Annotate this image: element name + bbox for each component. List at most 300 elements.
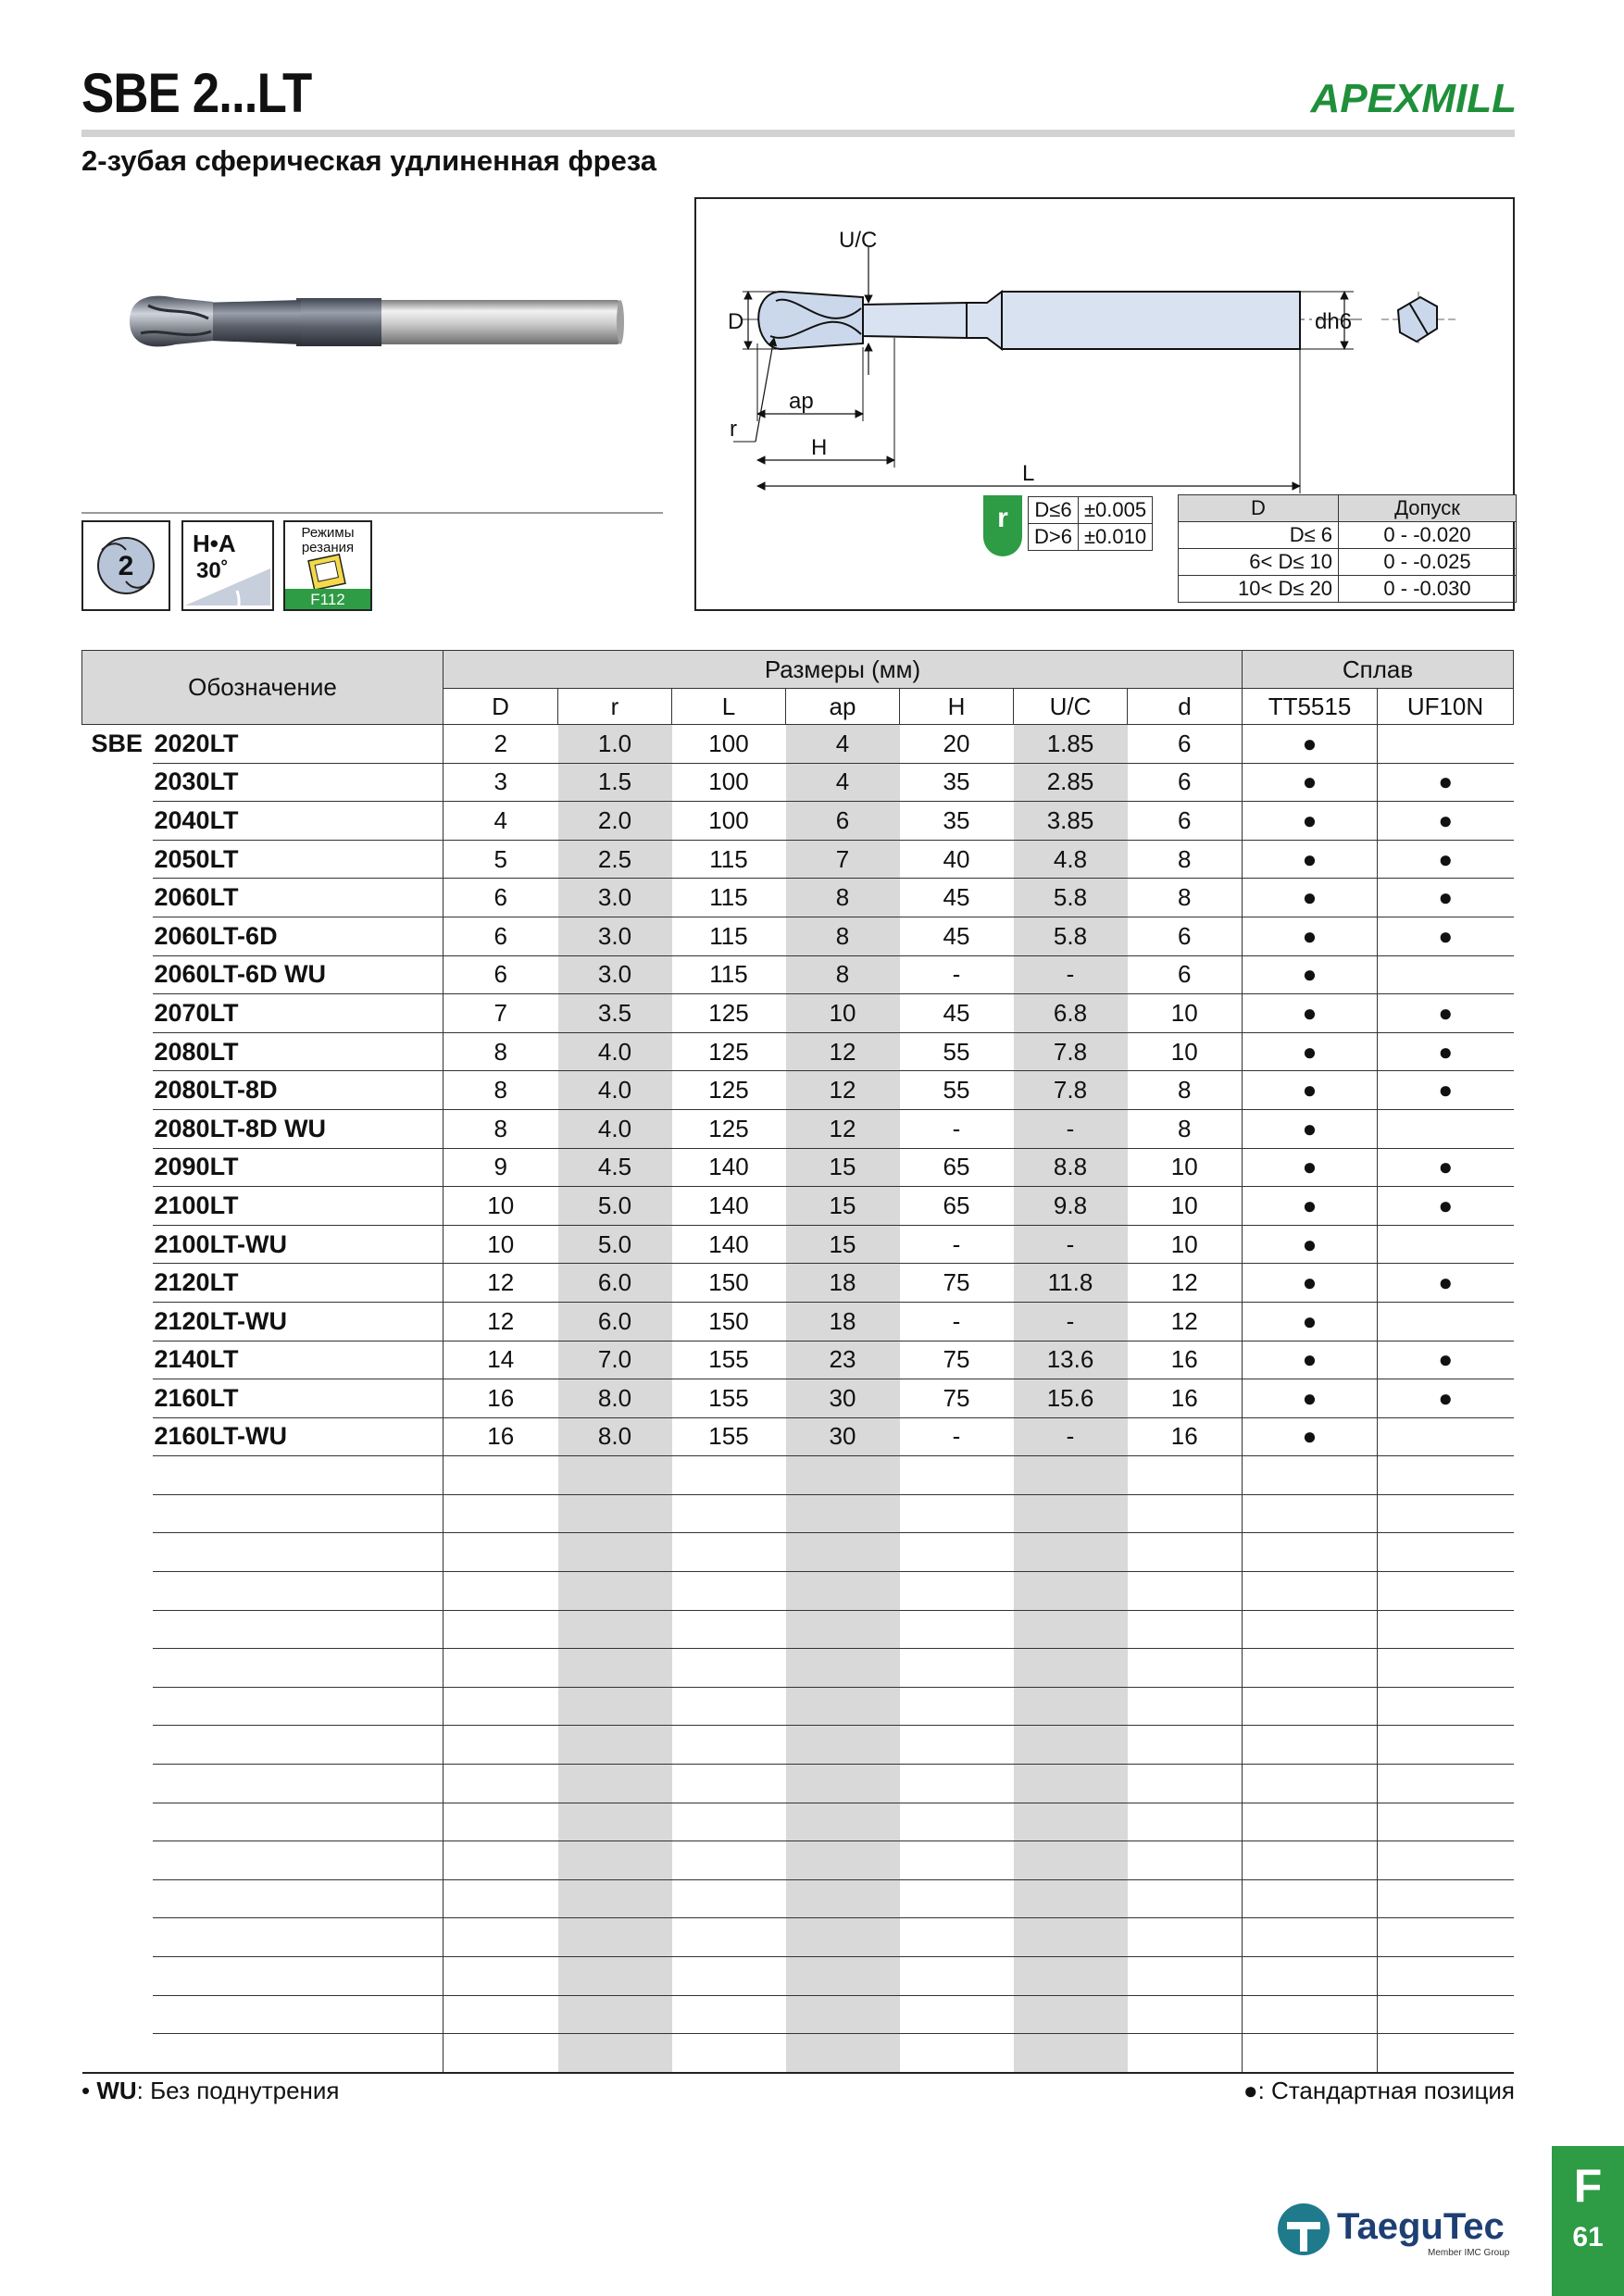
dim-r: 1.5: [558, 763, 672, 802]
alloy-header: Сплав: [1243, 651, 1514, 689]
dim-h: 75: [900, 1341, 1014, 1379]
dim-h: 55: [900, 1071, 1014, 1110]
designation-prefix: [82, 1225, 153, 1264]
empty-table-row: [82, 1687, 1514, 1726]
dim-r: 5.0: [558, 1187, 672, 1226]
empty-cell: [1014, 1879, 1128, 1918]
dim-uc: 9.8: [1014, 1187, 1128, 1226]
empty-cell: [1378, 1879, 1514, 1918]
dim-h: 65: [900, 1187, 1014, 1226]
alloy-tt5515: ●: [1243, 1417, 1378, 1456]
dim-ap: 4: [786, 763, 900, 802]
dim-ap: 12: [786, 1032, 900, 1071]
designation-code: 2160LT-WU: [153, 1417, 443, 1456]
empty-cell: [672, 1841, 786, 1880]
alloy-uf10n: ●: [1378, 994, 1514, 1033]
dim-r: 3.0: [558, 879, 672, 917]
designation-prefix: SBE: [91, 730, 144, 758]
empty-cell: [1128, 1765, 1243, 1803]
dim-d: 14: [443, 1341, 558, 1379]
empty-cell: [1243, 1879, 1378, 1918]
empty-cell: [672, 2034, 786, 2073]
empty-cell: [82, 1841, 153, 1880]
alloy-tt5515: ●: [1243, 1071, 1378, 1110]
dim-l: 140: [672, 1187, 786, 1226]
empty-cell: [1014, 1765, 1128, 1803]
dim-r: 3.0: [558, 955, 672, 994]
empty-cell: [82, 1533, 153, 1572]
label-ap: ap: [789, 389, 814, 414]
page-subtitle: 2-зубая сферическая удлиненная фреза: [81, 144, 657, 177]
dim-l: 125: [672, 1071, 786, 1110]
designation-code: 2080LT-8D WU: [153, 1109, 443, 1148]
dim-shank-d: 10: [1128, 1148, 1243, 1187]
dim-l: 140: [672, 1148, 786, 1187]
col-header-tt5515: TT5515: [1243, 689, 1378, 725]
diameter-tolerance-row: [1179, 576, 1517, 603]
empty-cell: [786, 1995, 900, 2034]
logo-text: TaeguTec: [1337, 2206, 1505, 2247]
empty-cell: [443, 1456, 558, 1495]
empty-cell: [900, 1995, 1014, 2034]
alloy-tt5515: ●: [1243, 840, 1378, 879]
dim-shank-d: 12: [1128, 1302, 1243, 1341]
empty-cell: [900, 1456, 1014, 1495]
dim-r: 4.0: [558, 1032, 672, 1071]
dim-h: 55: [900, 1032, 1014, 1071]
empty-cell: [1014, 1841, 1128, 1880]
designation-code: 2060LT: [153, 879, 443, 917]
empty-cell: [672, 1879, 786, 1918]
alloy-tt5515: ●: [1243, 1341, 1378, 1379]
empty-cell: [786, 1687, 900, 1726]
dim-shank-d: 8: [1128, 1071, 1243, 1110]
empty-cell: [558, 1918, 672, 1957]
dim-shank-d: 6: [1128, 725, 1243, 764]
empty-cell: [786, 1957, 900, 1996]
designation-prefix: [82, 917, 153, 955]
empty-cell: [1128, 1494, 1243, 1533]
dim-shank-d: 6: [1128, 802, 1243, 841]
designation-header: Обозначение: [82, 651, 443, 725]
designation-prefix: [82, 1302, 153, 1341]
dim-ap: 18: [786, 1264, 900, 1303]
radius-tolerance: ±0.005: [1078, 497, 1152, 524]
dim-h: -: [900, 955, 1014, 994]
empty-cell: [1014, 1918, 1128, 1957]
empty-cell: [1378, 1957, 1514, 1996]
taegutec-logo: [1276, 2196, 1517, 2261]
empty-cell: [82, 1879, 153, 1918]
table-body: [82, 725, 1514, 2073]
designation-prefix: [82, 840, 153, 879]
designation-prefix: [82, 1379, 153, 1418]
empty-cell: [153, 1918, 443, 1957]
dim-d: 10: [443, 1225, 558, 1264]
dim-uc: -: [1014, 1302, 1128, 1341]
end-view-icon: [1381, 292, 1455, 347]
empty-cell: [1378, 1995, 1514, 2034]
dim-shank-d: 16: [1128, 1379, 1243, 1418]
empty-cell: [558, 1765, 672, 1803]
radius-tolerance-row: [1029, 524, 1153, 551]
dim-h: 75: [900, 1379, 1014, 1418]
empty-cell: [1128, 1726, 1243, 1765]
alloy-uf10n: [1378, 1109, 1514, 1148]
col-header-shank-d: d: [1128, 689, 1243, 725]
alloy-uf10n: [1378, 1225, 1514, 1264]
dim-d: 8: [443, 1109, 558, 1148]
alloy-tt5515: ●: [1243, 802, 1378, 841]
dim-l: 140: [672, 1225, 786, 1264]
radius-condition: D≤6: [1029, 497, 1079, 524]
table-header-row: [82, 651, 1514, 689]
empty-cell: [672, 1726, 786, 1765]
dim-uc: 5.8: [1014, 917, 1128, 955]
col-header-uf10n: UF10N: [1378, 689, 1514, 725]
title-divider: [81, 130, 1515, 137]
empty-cell: [786, 1918, 900, 1957]
empty-cell: [82, 1918, 153, 1957]
designation-prefix: [82, 1341, 153, 1379]
dim-r: 4.0: [558, 1071, 672, 1110]
dim-d: 6: [443, 955, 558, 994]
empty-cell: [443, 1879, 558, 1918]
empty-cell: [1128, 1995, 1243, 2034]
empty-cell: [1014, 1533, 1128, 1572]
empty-cell: [558, 1687, 672, 1726]
empty-cell: [443, 1533, 558, 1572]
empty-cell: [82, 1572, 153, 1611]
empty-cell: [153, 1572, 443, 1611]
empty-cell: [443, 1610, 558, 1649]
dim-shank-d: 6: [1128, 763, 1243, 802]
dim-shank-d: 10: [1128, 1032, 1243, 1071]
radius-tolerance: ±0.010: [1078, 524, 1152, 551]
empty-cell: [1128, 1841, 1243, 1880]
empty-cell: [900, 1533, 1014, 1572]
dim-uc: 3.85: [1014, 802, 1128, 841]
empty-cell: [1128, 1533, 1243, 1572]
dim-uc: 1.85: [1014, 725, 1128, 764]
designation-code: 2160LT: [153, 1379, 443, 1418]
empty-cell: [672, 1456, 786, 1495]
alloy-uf10n: ●: [1378, 763, 1514, 802]
empty-cell: [1243, 1494, 1378, 1533]
dimensions-header: Размеры (мм): [443, 651, 1243, 689]
logo-sub: Member IMC Group: [1428, 2248, 1510, 2258]
dim-l: 155: [672, 1379, 786, 1418]
dim-ap: 12: [786, 1071, 900, 1110]
dim-r: 3.5: [558, 994, 672, 1033]
dim-uc: 7.8: [1014, 1071, 1128, 1110]
empty-cell: [1243, 1687, 1378, 1726]
empty-cell: [900, 1572, 1014, 1611]
dim-l: 115: [672, 917, 786, 955]
wu-key: WU: [96, 2077, 137, 2104]
dim-r: 8.0: [558, 1379, 672, 1418]
alloy-uf10n: ●: [1378, 1032, 1514, 1071]
radius-tolerance-table: [1028, 496, 1153, 551]
designation-prefix: [82, 1187, 153, 1226]
alloy-tt5515: ●: [1243, 1225, 1378, 1264]
dim-h: 45: [900, 917, 1014, 955]
dim-h: 35: [900, 802, 1014, 841]
cutting-ref: F112: [310, 591, 345, 608]
empty-cell: [786, 1533, 900, 1572]
empty-cell: [82, 1803, 153, 1841]
diameter-tolerance-table: [1178, 494, 1517, 603]
empty-cell: [443, 1957, 558, 1996]
dim-d: 9: [443, 1148, 558, 1187]
dim-h: -: [900, 1417, 1014, 1456]
alloy-tt5515: ●: [1243, 1264, 1378, 1303]
dim-ap: 15: [786, 1148, 900, 1187]
empty-cell: [82, 1649, 153, 1688]
empty-cell: [1128, 2034, 1243, 2073]
dim-ap: 7: [786, 840, 900, 879]
table-row: [82, 1341, 1514, 1379]
dim-ap: 6: [786, 802, 900, 841]
empty-cell: [900, 1649, 1014, 1688]
designation-prefix: [82, 1148, 153, 1187]
page-title: SBE 2...LT: [81, 62, 312, 124]
empty-table-row: [82, 1918, 1514, 1957]
empty-cell: [1014, 2034, 1128, 2073]
alloy-uf10n: [1378, 955, 1514, 994]
dim-shank-d: 6: [1128, 917, 1243, 955]
empty-cell: [672, 1494, 786, 1533]
table-row: [82, 1302, 1514, 1341]
empty-cell: [82, 1957, 153, 1996]
alloy-tt5515: ●: [1243, 1032, 1378, 1071]
empty-cell: [1014, 1687, 1128, 1726]
empty-cell: [672, 1687, 786, 1726]
dim-ap: 18: [786, 1302, 900, 1341]
empty-table-row: [82, 1726, 1514, 1765]
empty-cell: [153, 1533, 443, 1572]
flute-count-icon: [81, 520, 170, 611]
diameter-tolerance: 0 - -0.030: [1339, 576, 1517, 603]
col-header-r: r: [558, 689, 672, 725]
alloy-uf10n: ●: [1378, 1379, 1514, 1418]
dim-d: 7: [443, 994, 558, 1033]
empty-cell: [443, 1918, 558, 1957]
cutting-conditions-icon: [283, 520, 372, 611]
dim-r: 7.0: [558, 1341, 672, 1379]
empty-cell: [900, 2034, 1014, 2073]
dim-l: 155: [672, 1417, 786, 1456]
dim-l: 155: [672, 1341, 786, 1379]
dim-r: 2.0: [558, 802, 672, 841]
dim-r: 5.0: [558, 1225, 672, 1264]
empty-cell: [1243, 1572, 1378, 1611]
dim-d: 12: [443, 1264, 558, 1303]
helix-angle-icon: [181, 520, 274, 611]
table-row: [82, 994, 1514, 1033]
empty-cell: [153, 1610, 443, 1649]
dim-l: 115: [672, 955, 786, 994]
photo-divider: [81, 512, 663, 514]
empty-table-row: [82, 1649, 1514, 1688]
alloy-tt5515: ●: [1243, 1379, 1378, 1418]
empty-cell: [1014, 1649, 1128, 1688]
empty-cell: [443, 1765, 558, 1803]
empty-cell: [900, 1918, 1014, 1957]
dim-uc: -: [1014, 1417, 1128, 1456]
empty-cell: [1378, 1841, 1514, 1880]
dim-d: 6: [443, 879, 558, 917]
dim-l: 100: [672, 802, 786, 841]
empty-cell: [558, 1533, 672, 1572]
empty-cell: [1243, 1649, 1378, 1688]
empty-cell: [1378, 1687, 1514, 1726]
empty-table-row: [82, 1995, 1514, 2034]
empty-cell: [672, 1995, 786, 2034]
empty-cell: [1378, 1765, 1514, 1803]
alloy-uf10n: ●: [1378, 802, 1514, 841]
designation-code: 2040LT: [153, 802, 443, 841]
empty-cell: [1378, 1649, 1514, 1688]
col-header-d: D: [443, 689, 558, 725]
dim-h: 45: [900, 994, 1014, 1033]
designation-prefix: [82, 994, 153, 1033]
empty-cell: [1243, 2034, 1378, 2073]
empty-cell: [82, 1687, 153, 1726]
empty-cell: [153, 1765, 443, 1803]
table-row: [82, 802, 1514, 841]
dim-ap: 12: [786, 1109, 900, 1148]
dim-shank-d: 10: [1128, 1187, 1243, 1226]
empty-cell: [153, 1494, 443, 1533]
empty-cell: [443, 1995, 558, 2034]
empty-cell: [786, 1726, 900, 1765]
designation-code: 2140LT: [153, 1341, 443, 1379]
dim-r: 4.0: [558, 1109, 672, 1148]
dim-shank-d: 8: [1128, 1109, 1243, 1148]
wu-bullet: •: [81, 2077, 91, 2104]
alloy-tt5515: ●: [1243, 1109, 1378, 1148]
empty-cell: [900, 1765, 1014, 1803]
empty-table-row: [82, 1494, 1514, 1533]
table-row: [82, 1071, 1514, 1110]
diameter-range: 10< D≤ 20: [1179, 576, 1339, 603]
empty-cell: [443, 1572, 558, 1611]
empty-cell: [82, 1610, 153, 1649]
dim-d: 8: [443, 1032, 558, 1071]
empty-table-row: [82, 1879, 1514, 1918]
dim-h: -: [900, 1109, 1014, 1148]
dim-uc: 7.8: [1014, 1032, 1128, 1071]
dim-shank-d: 8: [1128, 840, 1243, 879]
alloy-uf10n: ●: [1378, 1341, 1514, 1379]
empty-cell: [1243, 1765, 1378, 1803]
empty-cell: [900, 1494, 1014, 1533]
radius-tolerance-badge: r: [983, 495, 1022, 556]
dim-ap: 10: [786, 994, 900, 1033]
empty-cell: [672, 1957, 786, 1996]
empty-cell: [1378, 2034, 1514, 2073]
dim-r: 3.0: [558, 917, 672, 955]
diameter-tolerance: 0 - -0.020: [1339, 522, 1517, 549]
table-row: [82, 840, 1514, 879]
empty-cell: [1378, 1610, 1514, 1649]
empty-table-row: [82, 1456, 1514, 1495]
empty-cell: [1128, 1610, 1243, 1649]
designation-prefix: [82, 1032, 153, 1071]
empty-cell: [1014, 1957, 1128, 1996]
designation-prefix: [82, 763, 153, 802]
empty-cell: [1014, 1726, 1128, 1765]
alloy-tt5515: ●: [1243, 1187, 1378, 1226]
dim-uc: 11.8: [1014, 1264, 1128, 1303]
designation-code: 2080LT-8D: [153, 1071, 443, 1110]
empty-cell: [1243, 1957, 1378, 1996]
empty-cell: [1014, 1456, 1128, 1495]
dim-uc: -: [1014, 1109, 1128, 1148]
diameter-tolerance-row: [1179, 522, 1517, 549]
dim-h: -: [900, 1225, 1014, 1264]
dim-ap: 23: [786, 1341, 900, 1379]
col-header-uc: U/C: [1014, 689, 1128, 725]
empty-cell: [786, 2034, 900, 2073]
alloy-tt5515: ●: [1243, 1302, 1378, 1341]
dim-d: 5: [443, 840, 558, 879]
dim-d: 4: [443, 802, 558, 841]
dim-ap: 8: [786, 879, 900, 917]
empty-cell: [153, 1803, 443, 1841]
empty-cell: [153, 1456, 443, 1495]
empty-cell: [1378, 1456, 1514, 1495]
designation-code: 2120LT-WU: [153, 1302, 443, 1341]
empty-cell: [82, 1456, 153, 1495]
radius-tolerance-row: [1029, 497, 1153, 524]
dim-uc: 6.8: [1014, 994, 1128, 1033]
diameter-tolerance: 0 - -0.025: [1339, 549, 1517, 576]
label-r: r: [730, 417, 737, 442]
designation-code: 2060LT-6D: [153, 917, 443, 955]
alloy-tt5515: ●: [1243, 763, 1378, 802]
empty-cell: [786, 1803, 900, 1841]
label-h: H: [811, 435, 828, 460]
empty-cell: [1378, 1533, 1514, 1572]
dim-uc: 13.6: [1014, 1341, 1128, 1379]
empty-cell: [1128, 1803, 1243, 1841]
dim-uc: 2.85: [1014, 763, 1128, 802]
alloy-uf10n: [1378, 1302, 1514, 1341]
empty-cell: [153, 1995, 443, 2034]
dim-h: -: [900, 1302, 1014, 1341]
empty-cell: [443, 1841, 558, 1880]
empty-table-row: [82, 1841, 1514, 1880]
dim-h: 35: [900, 763, 1014, 802]
dim-h: 45: [900, 879, 1014, 917]
empty-cell: [558, 1649, 672, 1688]
empty-cell: [153, 1957, 443, 1996]
dim-shank-d: 8: [1128, 879, 1243, 917]
table-row: [82, 955, 1514, 994]
empty-cell: [153, 1841, 443, 1880]
dim-ap: 15: [786, 1225, 900, 1264]
empty-cell: [1128, 1957, 1243, 1996]
label-uc: U/C: [839, 228, 878, 253]
table-row: [82, 1148, 1514, 1187]
designation-code: 2070LT: [153, 994, 443, 1033]
dim-l: 115: [672, 840, 786, 879]
empty-cell: [558, 2034, 672, 2073]
helix-angle: 30˚: [196, 558, 229, 583]
alloy-tt5515: ●: [1243, 994, 1378, 1033]
